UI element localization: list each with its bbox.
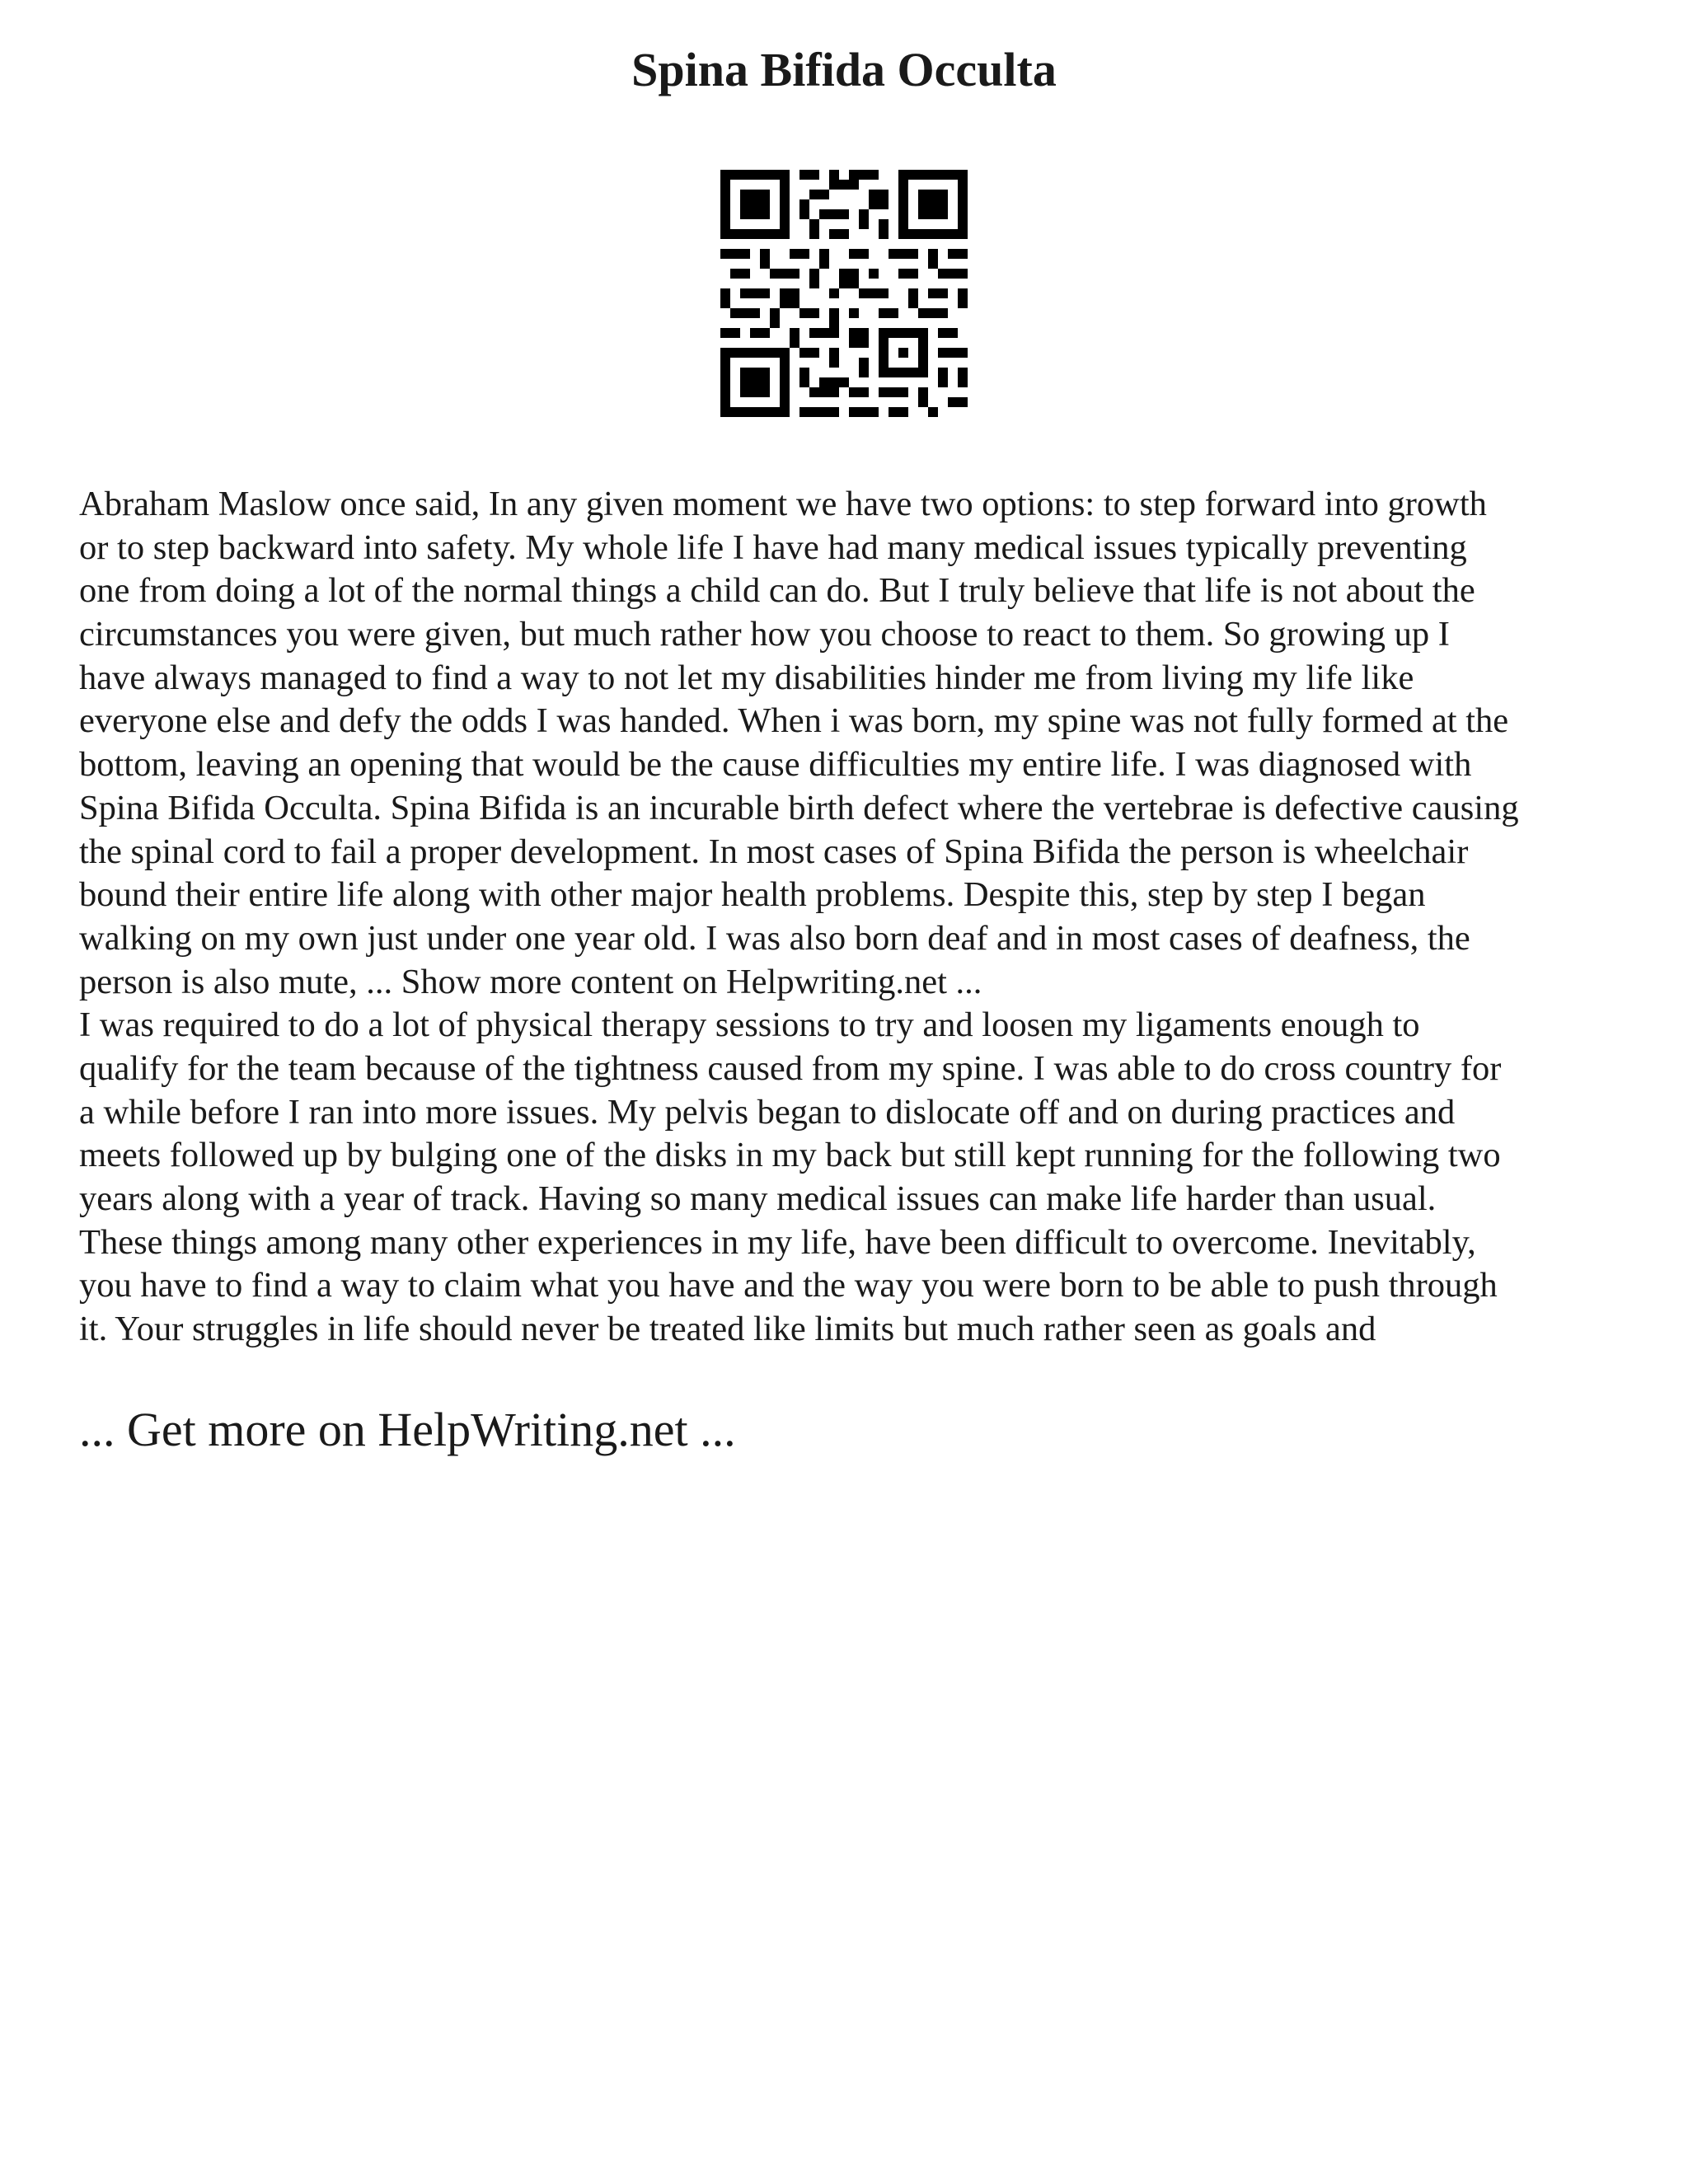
essay-line: bound their entire life along with other major health problems. Despite this, step by step I began	[79, 875, 1426, 915]
essay-line: years along with a year of track. Having so many medical issues can make life harder than usual.	[79, 1179, 1437, 1218]
essay-line: walking on my own just under one year old. I was also born deaf and in most cases of deafness, the	[79, 918, 1470, 958]
essay-line: a while before I ran into more issues. My pelvis began to dislocate off and on during practices and	[79, 1092, 1456, 1132]
essay-line: I was required to do a lot of physical therapy sessions to try and loosen my ligaments enough to	[79, 1005, 1420, 1045]
essay-line[interactable]: person is also mute, ... Show more content on Helpwriting.net ...	[79, 962, 982, 1001]
essay-line: the spinal cord to fail a proper development. In most cases of Spina Bifida the person is wheelchair	[79, 832, 1469, 871]
essay-line: you have to find a way to claim what you have and the way you were born to be able to push through	[79, 1266, 1498, 1305]
get-more-link[interactable]: ... Get more on HelpWriting.net ...	[79, 1403, 736, 1456]
essay-line: qualify for the team because of the tightness caused from my spine. I was able to do cross country for	[79, 1048, 1502, 1088]
essay-line: meets followed up by bulging one of the disks in my back but still kept running for the following two	[79, 1136, 1501, 1175]
essay-line: one from doing a lot of the normal things a child can do. But I truly believe that life is not about the	[79, 571, 1475, 611]
essay-line: Abraham Maslow once said, In any given moment we have two options: to step forward into growth	[79, 485, 1487, 523]
essay-line: Spina Bifida Occulta. Spina Bifida is an incurable birth defect where the vertebrae is defective causing	[79, 788, 1519, 827]
page-title: Spina Bifida Occulta	[631, 43, 1057, 96]
essay-paragraph	[79, 483, 1629, 1352]
essay-line: have always managed to find a way to not let my disabilities hinder me from living my life like	[79, 658, 1414, 697]
essay-line: everyone else and defy the odds I was handed. When i was born, my spine was not fully formed at the	[79, 701, 1509, 741]
essay-line: it. Your struggles in life should never be treated like limits but much rather seen as goals and	[79, 1310, 1376, 1349]
essay-line: or to step backward into safety. My whole life I have had many medical issues typically preventing	[79, 527, 1467, 567]
essay-line: These things among many other experiences in my life, have been difficult to overcome. Inevitably,	[79, 1222, 1476, 1262]
essay-line: circumstances you were given, but much rather how you choose to react to them. So growing up I	[79, 615, 1450, 654]
qr-code	[720, 170, 968, 417]
essay-line: bottom, leaving an opening that would be the cause difficulties my entire life. I was diagnosed with	[79, 745, 1472, 785]
